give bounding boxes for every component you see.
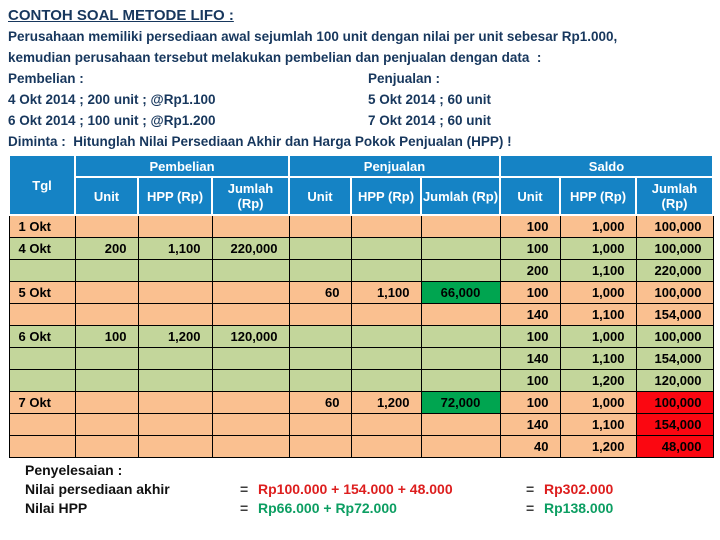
group-header-saldo: Saldo	[500, 155, 713, 177]
cell-pembelian-jumlah	[212, 281, 289, 303]
cell-penjualan-hpp: 1,200	[351, 391, 421, 413]
cell-pembelian-hpp	[138, 391, 212, 413]
col-header-pembelian-hpp: HPP (Rp)	[138, 177, 212, 215]
cell-saldo-unit: 40	[500, 435, 560, 457]
table-body	[9, 215, 713, 457]
cell-pembelian-hpp	[138, 413, 212, 435]
problem-line-1: Perusahaan memiliki persediaan awal sejumlah 100 unit dengan nilai per unit sebesar Rp1.000,	[8, 29, 618, 44]
cell-penjualan-jumlah: 66,000	[421, 281, 500, 303]
cell-saldo-jumlah: 100,000	[636, 237, 713, 259]
penjualan-heading: Penjualan :	[368, 71, 441, 86]
cell-pembelian-hpp	[138, 347, 212, 369]
cell-saldo-unit: 200	[500, 259, 560, 281]
cell-saldo-jumlah: 48,000	[636, 435, 713, 457]
cell-penjualan-jumlah	[421, 215, 500, 237]
cell-tgl: 4 Okt	[9, 237, 75, 259]
cell-penjualan-jumlah	[421, 347, 500, 369]
cell-pembelian-hpp	[138, 259, 212, 281]
pembelian-item-2: 6 Okt 2014 ; 100 unit ; @Rp1.200	[8, 113, 216, 128]
cell-saldo-hpp: 1,200	[560, 369, 636, 391]
cell-saldo-jumlah: 100,000	[636, 391, 713, 413]
solution-result-hpp: Rp138.000	[544, 499, 614, 516]
cell-saldo-unit: 100	[500, 391, 560, 413]
equals-sign: =	[240, 499, 249, 516]
pembelian-item-1: 4 Okt 2014 ; 200 unit ; @Rp1.100	[8, 92, 216, 107]
cell-saldo-hpp: 1,100	[560, 347, 636, 369]
pembelian-heading: Pembelian :	[8, 71, 84, 86]
cell-saldo-unit: 100	[500, 325, 560, 347]
cell-tgl	[9, 435, 75, 457]
table-row	[9, 413, 713, 435]
solution-label-persediaan: Nilai persediaan akhir	[25, 480, 170, 497]
cell-penjualan-jumlah	[421, 435, 500, 457]
cell-penjualan-unit	[289, 435, 351, 457]
cell-pembelian-jumlah	[212, 215, 289, 237]
cell-pembelian-unit	[75, 413, 138, 435]
cell-pembelian-jumlah	[212, 413, 289, 435]
lifo-inventory-table	[8, 154, 714, 458]
cell-penjualan-hpp	[351, 347, 421, 369]
penjualan-item-2: 7 Okt 2014 ; 60 unit	[368, 113, 492, 128]
cell-penjualan-hpp	[351, 303, 421, 325]
cell-penjualan-unit	[289, 215, 351, 237]
cell-pembelian-hpp	[138, 435, 212, 457]
cell-tgl	[9, 413, 75, 435]
cell-saldo-jumlah: 154,000	[636, 303, 713, 325]
cell-saldo-hpp: 1,000	[560, 325, 636, 347]
cell-saldo-unit: 100	[500, 237, 560, 259]
cell-pembelian-unit	[75, 303, 138, 325]
table-row	[9, 391, 713, 413]
cell-saldo-unit: 100	[500, 281, 560, 303]
cell-pembelian-unit	[75, 259, 138, 281]
table-row	[9, 259, 713, 281]
solution-result-persediaan: Rp302.000	[544, 480, 614, 497]
table-row	[9, 237, 713, 259]
cell-pembelian-jumlah	[212, 369, 289, 391]
cell-penjualan-jumlah	[421, 259, 500, 281]
problem-line-2: kemudian perusahaan tersebut melakukan pembelian dan penjualan dengan data :	[8, 50, 542, 65]
cell-pembelian-hpp	[138, 369, 212, 391]
cell-penjualan-unit	[289, 413, 351, 435]
cell-pembelian-hpp	[138, 281, 212, 303]
table-row	[9, 347, 713, 369]
solution-section	[25, 461, 720, 518]
cell-penjualan-jumlah	[421, 325, 500, 347]
cell-pembelian-unit	[75, 435, 138, 457]
cell-penjualan-hpp	[351, 413, 421, 435]
cell-penjualan-unit	[289, 259, 351, 281]
cell-pembelian-jumlah: 220,000	[212, 237, 289, 259]
cell-penjualan-hpp	[351, 369, 421, 391]
cell-saldo-unit: 100	[500, 369, 560, 391]
equals-sign: =	[526, 480, 535, 497]
cell-penjualan-hpp	[351, 325, 421, 347]
cell-pembelian-jumlah	[212, 303, 289, 325]
table-header	[9, 155, 713, 215]
cell-saldo-jumlah: 100,000	[636, 281, 713, 303]
table-row	[9, 435, 713, 457]
problem-section	[0, 0, 720, 152]
col-header-saldo-unit: Unit	[500, 177, 560, 215]
cell-pembelian-jumlah	[212, 435, 289, 457]
cell-pembelian-unit	[75, 281, 138, 303]
headings-row	[8, 68, 712, 89]
col-header-penjualan-hpp: HPP (Rp)	[351, 177, 421, 215]
cell-tgl	[9, 259, 75, 281]
cell-saldo-hpp: 1,000	[560, 281, 636, 303]
solution-line-hpp	[25, 499, 720, 518]
group-header-penjualan: Penjualan	[289, 155, 500, 177]
cell-pembelian-jumlah	[212, 259, 289, 281]
cell-penjualan-hpp	[351, 259, 421, 281]
cell-penjualan-jumlah	[421, 369, 500, 391]
col-header-saldo-hpp: HPP (Rp)	[560, 177, 636, 215]
cell-saldo-jumlah: 100,000	[636, 215, 713, 237]
cell-penjualan-unit	[289, 325, 351, 347]
cell-penjualan-jumlah: 72,000	[421, 391, 500, 413]
cell-pembelian-hpp	[138, 215, 212, 237]
cell-penjualan-hpp	[351, 435, 421, 457]
cell-penjualan-unit	[289, 303, 351, 325]
cell-penjualan-jumlah	[421, 413, 500, 435]
cell-pembelian-jumlah: 120,000	[212, 325, 289, 347]
cell-saldo-unit: 140	[500, 303, 560, 325]
cell-saldo-unit: 100	[500, 215, 560, 237]
col-header-pembelian-jumlah: Jumlah (Rp)	[212, 177, 289, 215]
solution-expr-persediaan: Rp100.000 + 154.000 + 48.000	[258, 480, 453, 497]
cell-tgl: 6 Okt	[9, 325, 75, 347]
cell-penjualan-hpp	[351, 215, 421, 237]
cell-tgl: 1 Okt	[9, 215, 75, 237]
solution-label-hpp: Nilai HPP	[25, 499, 88, 516]
cell-penjualan-jumlah	[421, 303, 500, 325]
table-row	[9, 215, 713, 237]
cell-pembelian-unit: 200	[75, 237, 138, 259]
equals-sign: =	[526, 499, 535, 516]
cell-pembelian-hpp: 1,100	[138, 237, 212, 259]
col-header-penjualan-unit: Unit	[289, 177, 351, 215]
table-row	[9, 303, 713, 325]
cell-saldo-jumlah: 154,000	[636, 347, 713, 369]
col-header-saldo-jumlah: Jumlah (Rp)	[636, 177, 713, 215]
cell-saldo-hpp: 1,000	[560, 391, 636, 413]
cell-pembelian-unit	[75, 391, 138, 413]
cell-tgl	[9, 347, 75, 369]
cell-saldo-hpp: 1,100	[560, 259, 636, 281]
cell-penjualan-jumlah	[421, 237, 500, 259]
group-header-pembelian: Pembelian	[75, 155, 289, 177]
cell-penjualan-unit: 60	[289, 281, 351, 303]
cell-tgl: 7 Okt	[9, 391, 75, 413]
cell-saldo-hpp: 1,100	[560, 413, 636, 435]
cell-saldo-jumlah: 154,000	[636, 413, 713, 435]
cell-saldo-jumlah: 220,000	[636, 259, 713, 281]
penjualan-item-1: 5 Okt 2014 ; 60 unit	[368, 92, 492, 107]
solution-expr-hpp: Rp66.000 + Rp72.000	[258, 499, 397, 516]
cell-pembelian-jumlah	[212, 391, 289, 413]
cell-saldo-jumlah: 120,000	[636, 369, 713, 391]
cell-saldo-hpp: 1,000	[560, 215, 636, 237]
cell-tgl	[9, 303, 75, 325]
col-header-penjualan-jumlah: Jumlah (Rp)	[421, 177, 500, 215]
data-row-1	[8, 89, 712, 110]
table-row	[9, 369, 713, 391]
cell-saldo-hpp: 1,000	[560, 237, 636, 259]
solution-heading: Penyelesaian :	[25, 461, 123, 478]
slide-title: CONTOH SOAL METODE LIFO :	[8, 7, 234, 24]
cell-pembelian-unit	[75, 347, 138, 369]
cell-saldo-jumlah: 100,000	[636, 325, 713, 347]
table-row	[9, 325, 713, 347]
cell-pembelian-unit	[75, 215, 138, 237]
cell-saldo-unit: 140	[500, 347, 560, 369]
cell-pembelian-unit: 100	[75, 325, 138, 347]
cell-saldo-hpp: 1,100	[560, 303, 636, 325]
solution-line-persediaan	[25, 480, 720, 499]
cell-pembelian-jumlah	[212, 347, 289, 369]
cell-tgl	[9, 369, 75, 391]
cell-pembelian-unit	[75, 369, 138, 391]
data-row-2	[8, 110, 712, 131]
cell-penjualan-hpp	[351, 237, 421, 259]
col-header-tgl: Tgl	[9, 155, 75, 215]
diminta-line: Diminta : Hitunglah Nilai Persediaan Akhir dan Harga Pokok Penjualan (HPP) !	[8, 134, 512, 149]
cell-pembelian-hpp	[138, 303, 212, 325]
equals-sign: =	[240, 480, 249, 497]
cell-penjualan-unit: 60	[289, 391, 351, 413]
col-header-pembelian-unit: Unit	[75, 177, 138, 215]
cell-penjualan-unit	[289, 237, 351, 259]
cell-penjualan-hpp: 1,100	[351, 281, 421, 303]
cell-penjualan-unit	[289, 347, 351, 369]
cell-penjualan-unit	[289, 369, 351, 391]
cell-tgl: 5 Okt	[9, 281, 75, 303]
cell-saldo-hpp: 1,200	[560, 435, 636, 457]
table-row	[9, 281, 713, 303]
cell-pembelian-hpp: 1,200	[138, 325, 212, 347]
cell-saldo-unit: 140	[500, 413, 560, 435]
